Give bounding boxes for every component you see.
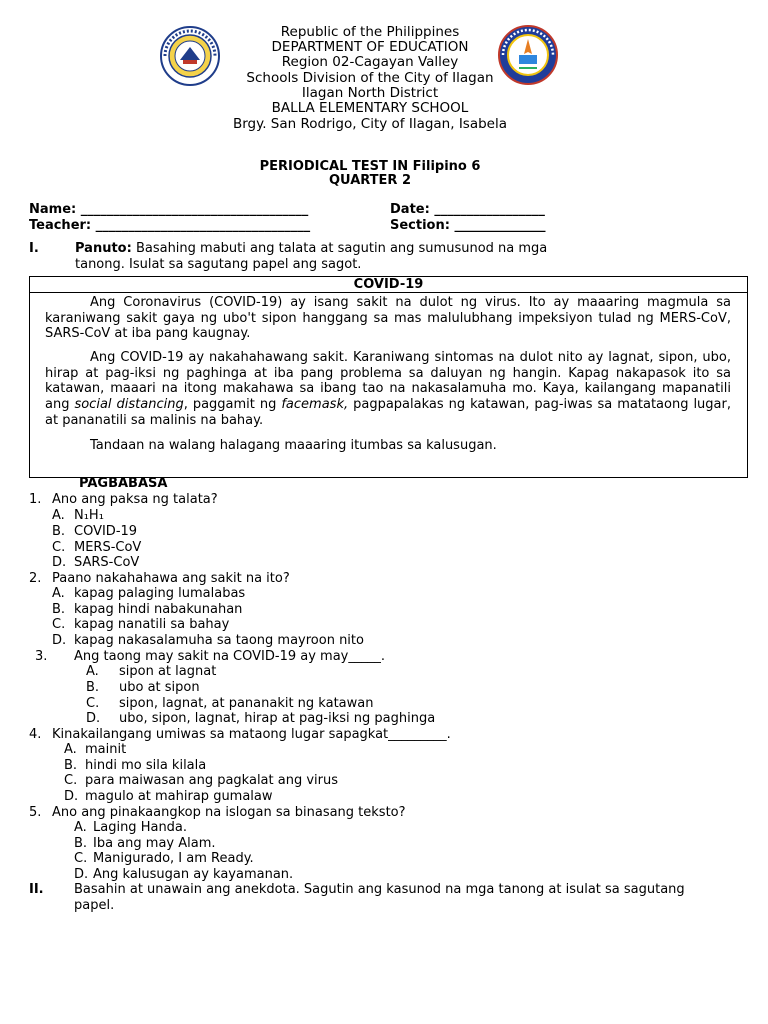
question-3-text: Ang taong may sakit na COVID-19 ay may_____.	[74, 649, 385, 664]
question-1-option-b[interactable]: COVID-19	[74, 524, 138, 539]
question-5-option-d[interactable]: Ang kalusugan ay kayamanan.	[93, 867, 294, 882]
passage-paragraph-3	[45, 438, 731, 454]
question-4-option-c[interactable]: para maiwasan ang pagkalat ang virus	[85, 773, 338, 788]
part-one-numeral: I.	[29, 241, 39, 256]
question-5-option-b[interactable]: Iba ang may Alam.	[93, 836, 216, 851]
passage-p2-emphasis-1: social distancing	[74, 397, 184, 413]
question-1-option-b-letter: B.	[52, 524, 66, 539]
section-heading: PAGBABASA	[79, 476, 168, 491]
question-1-option-c[interactable]: MERS-CoV	[74, 540, 142, 555]
question-5-option-c[interactable]: Manigurado, I am Ready.	[93, 851, 254, 866]
passage-title-divider	[30, 292, 747, 293]
question-3-number: 3.	[35, 649, 48, 664]
question-4-option-b[interactable]: hindi mo sila kilala	[85, 758, 207, 773]
question-2-option-a-letter: A.	[52, 586, 65, 601]
question-2-option-c[interactable]: kapag nanatili sa bahay	[74, 617, 230, 632]
question-3-option-a-letter: A.	[86, 664, 99, 679]
question-4-text: Kinakailangang umiwas sa mataong lugar sapagkat_________.	[52, 727, 451, 742]
part-two-instruction-line2: papel.	[74, 898, 115, 913]
question-4-option-a[interactable]: mainit	[85, 742, 127, 757]
question-1-option-a[interactable]: N₁H₁	[74, 508, 104, 523]
question-2-option-b[interactable]: kapag hindi nabakunahan	[74, 602, 243, 617]
passage-p2-emphasis-2: facemask,	[281, 397, 349, 413]
question-2-option-c-letter: C.	[52, 617, 66, 632]
part-one-instruction-line2: tanong. Isulat sa sagutang papel ang sagot.	[75, 257, 362, 272]
question-3-option-c[interactable]: sipon, lagnat, at pananakit ng katawan	[119, 696, 374, 711]
question-3-option-d-letter: D.	[86, 711, 101, 726]
question-5-number: 5.	[29, 805, 42, 820]
question-1-option-d[interactable]: SARS-CoV	[74, 555, 140, 570]
question-4-number: 4.	[29, 727, 42, 742]
question-4-option-d[interactable]: magulo at mahirap gumalaw	[85, 789, 273, 804]
question-4-option-c-letter: C.	[64, 773, 78, 788]
question-3-option-b[interactable]: ubo at sipon	[119, 680, 200, 695]
question-2-option-d[interactable]: kapag nakasalamuha sa taong mayroon nito	[74, 633, 364, 648]
question-1-number: 1.	[29, 492, 42, 507]
question-1-option-a-letter: A.	[52, 508, 65, 523]
passage-paragraph-2	[45, 350, 731, 429]
passage-p2-text	[45, 350, 731, 429]
question-3-option-d[interactable]: ubo, sipon, lagnat, hirap at pag-iksi ng paghinga	[119, 711, 436, 726]
part-two-instruction: Basahin at unawain ang anekdota. Sagutin ang kasunod na mga tanong at isulat sa sagutang	[74, 882, 685, 897]
question-5-option-d-letter: D.	[74, 867, 89, 882]
header-school-name: BALLA ELEMENTARY SCHOOL	[271, 100, 469, 116]
header-republic: Republic of the Philippines	[280, 24, 460, 40]
header-address: Brgy. San Rodrigo, City of Ilagan, Isabela	[232, 116, 508, 132]
question-4-option-d-letter: D.	[64, 789, 79, 804]
question-5-option-a-letter: A.	[74, 820, 87, 835]
question-2-number: 2.	[29, 571, 42, 586]
question-5-option-a[interactable]: Laging Handa.	[93, 820, 188, 835]
passage-title: COVID-19	[353, 277, 424, 292]
passage-paragraph-1	[45, 295, 731, 342]
quarter-label: QUARTER 2	[328, 173, 412, 188]
question-3-option-b-letter: B.	[86, 680, 100, 695]
question-3-option-c-letter: C.	[86, 696, 100, 711]
header-department: DEPARTMENT OF EDUCATION	[271, 39, 469, 55]
name-field[interactable]: Name: ___________________________________	[29, 202, 309, 217]
question-5-text: Ano ang pinakaangkop na islogan sa binasang teksto?	[52, 805, 406, 820]
part-two-numeral: II.	[29, 882, 44, 897]
passage-box	[29, 276, 748, 478]
teacher-field[interactable]: Teacher: _________________________________	[29, 218, 311, 233]
question-5-option-c-letter: C.	[74, 851, 88, 866]
section-field[interactable]: Section: ______________	[390, 218, 546, 233]
header-division: Schools Division of the City of Ilagan	[246, 70, 494, 86]
question-1-option-d-letter: D.	[52, 555, 67, 570]
question-5-option-b-letter: B.	[74, 836, 88, 851]
header-district: Ilagan North District	[301, 85, 439, 101]
question-2-option-a[interactable]: kapag palaging lumalabas	[74, 586, 246, 601]
part-one-instruction	[75, 241, 547, 257]
date-field[interactable]: Date: _________________	[390, 202, 545, 217]
question-1-text: Ano ang paksa ng talata?	[52, 492, 218, 507]
instruction-text: Basahing mabuti ang talata at sagutin ang sumusunod na mga	[131, 241, 548, 256]
passage-p2-part-c: pagpapalakas ng katawan, pag-iwas sa matataong lugar, at pananatili sa malinis na bahay.	[45, 397, 731, 428]
question-4-option-b-letter: B.	[64, 758, 78, 773]
passage-p1-text: Ang Coronavirus (COVID-19) ay isang sakit na dulot ng virus. Ito ay maaaring magmula sa karaniwang sakit gaya ng ubo't sipon hanggang sa mas malulubhang impeksiyon tulad ng MERS-CoV, SARS-CoV at iba pang kaugnay.	[45, 295, 731, 342]
question-2-option-d-letter: D.	[52, 633, 67, 648]
passage-p2-part-a: Ang COVID-19 ay nakahahawang sakit. Karaniwang sintomas na dulot nito ay lagnat, sipon, ubo, hirap at pag-iksi ng paghinga at iba pang problema sa daluyan ng hangin. Kapag nakapasok ito sa katawan, maaari na itong makahawa sa ibang tao na nakasalamuha mo. Kaya, kailangang mapanatili ang	[45, 350, 731, 413]
question-3-option-a[interactable]: sipon at lagnat	[119, 664, 217, 679]
question-1-option-c-letter: C.	[52, 540, 66, 555]
passage-p2-part-b: , paggamit ng	[183, 397, 282, 413]
instruction-label: Panuto:	[75, 241, 132, 256]
test-title: PERIODICAL TEST IN Filipino 6	[259, 159, 481, 174]
question-2-option-b-letter: B.	[52, 602, 66, 617]
question-4-option-a-letter: A.	[64, 742, 77, 757]
question-2-text: Paano nakahahawa ang sakit na ito?	[52, 571, 290, 586]
passage-p3-text: Tandaan na walang halagang maaaring itumbas sa kalusugan.	[90, 438, 497, 453]
header-region: Region 02-Cagayan Valley	[281, 54, 459, 70]
